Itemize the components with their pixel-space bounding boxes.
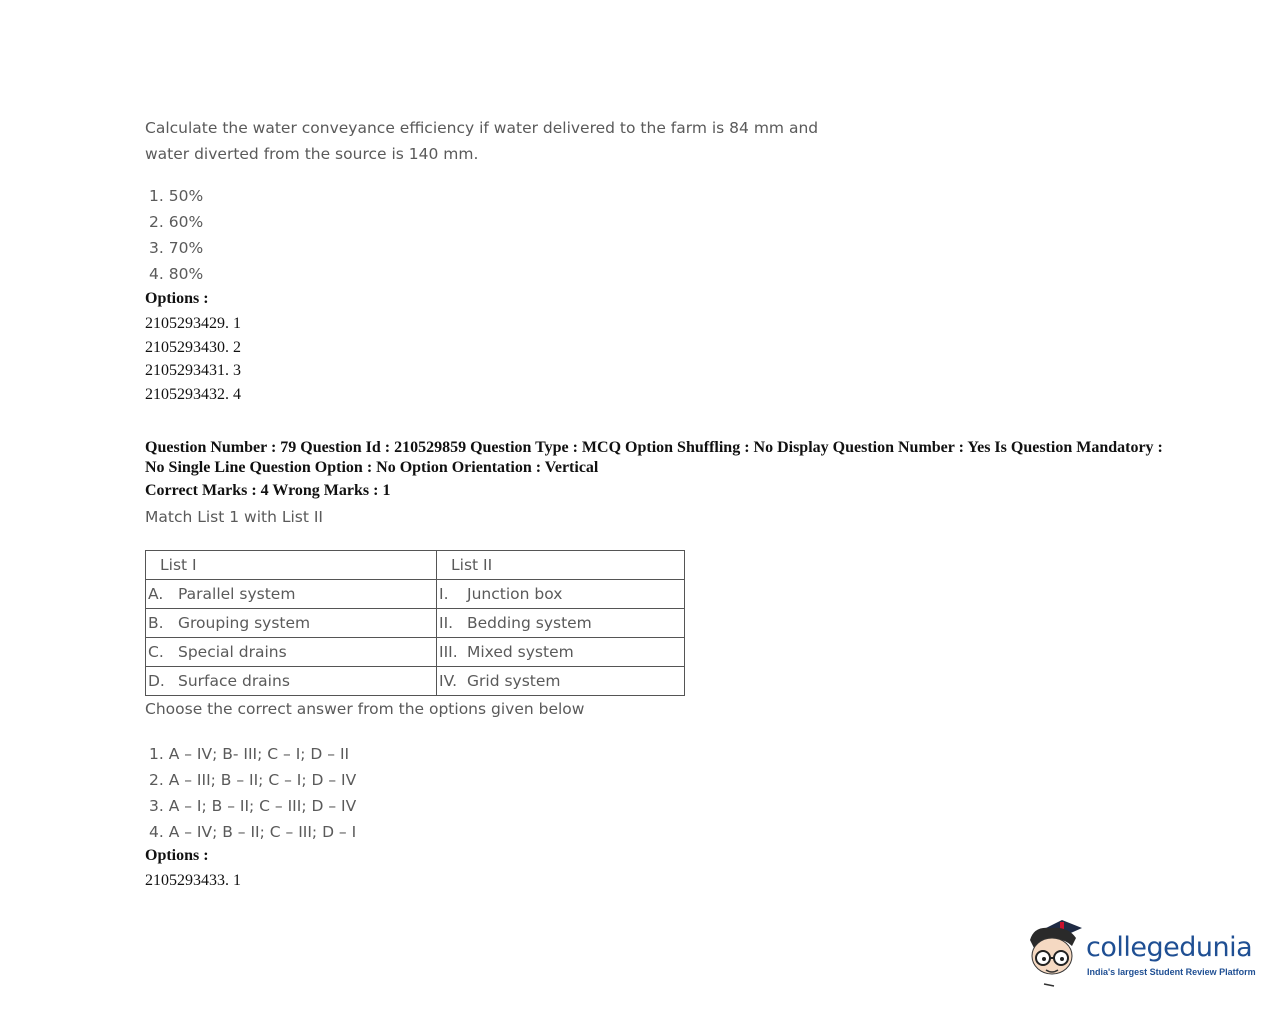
choice-item: 4. 80% [149,265,204,283]
option-id: 2105293432. 4 [145,386,241,404]
brand-tagline: India's largest Student Review Platform [1087,967,1256,977]
options-heading: Options : [145,290,209,307]
table-header-cell: List I [146,551,437,580]
table-cell [146,638,437,667]
table-row [146,667,685,696]
row-value: Bedding system [467,614,592,632]
table-header-row [146,551,685,580]
row-key: I. [439,585,449,603]
row-key: D. [148,672,165,690]
table-row [146,580,685,609]
row-value: Grouping system [178,614,311,632]
option-id: 2105293429. 1 [145,315,241,332]
row-key: B. [148,614,164,632]
row-value: Grid system [467,672,561,690]
table-row [146,609,685,638]
row-key: IV. [439,672,458,690]
table-cell [146,580,437,609]
choice-item: 2. A – III; B – II; C – I; D – IV [149,771,357,789]
table-cell [146,667,437,696]
brand-name: collegedunia [1086,932,1253,963]
row-key: A. [148,585,164,603]
option-id-list [145,869,241,893]
question-marks: Correct Marks : 4 Wrong Marks : 1 [145,482,391,499]
choice-item: 4. A – IV; B – II; C – III; D – I [149,823,357,841]
choice-item: 1. 50% [149,187,204,205]
row-value: Parallel system [178,585,296,603]
question-metadata: Question Number : 79 Question Id : 210529859 Question Type : MCQ Option Shuffling : No Display Question Number : Yes Is Question Mandatory : No Single Line Question Option : No Option Orientation : Vertical [145,439,1163,476]
options-heading: Options : [145,847,209,864]
table-header-cell: List II [437,551,685,580]
question-text: Calculate the water conveyance efficiency if water delivered to the farm is 84 mm and water diverted from the source is 140 mm. [145,119,819,163]
table-cell [437,609,685,638]
option-id: 2105293430. 2 [145,338,241,356]
question-text: Match List 1 with List II [145,508,324,526]
instruction-text: Choose the correct answer from the options given below [145,700,585,718]
table-cell [437,580,685,609]
option-id-list [145,312,241,407]
row-key: II. [439,614,454,632]
choice-list [149,183,203,287]
table-cell [437,638,685,667]
row-value: Mixed system [467,643,574,661]
table-cell [146,609,437,638]
choice-item: 3. A – I; B – II; C – III; D – IV [149,797,357,815]
choice-item: 2. 60% [149,213,204,231]
table-row [146,638,685,667]
row-key: III. [439,643,458,661]
row-value: Special drains [178,643,287,661]
match-table [145,550,685,696]
option-id: 2105293433. 1 [145,872,241,889]
choice-item: 3. 70% [149,239,204,257]
option-id: 2105293431. 3 [145,362,241,380]
choice-list [149,741,356,845]
row-value: Surface drains [178,672,290,690]
row-key: C. [148,643,164,661]
row-value: Junction box [467,585,563,603]
choice-item: 1. A – IV; B- III; C – I; D – II [149,745,350,763]
table-cell [437,667,685,696]
